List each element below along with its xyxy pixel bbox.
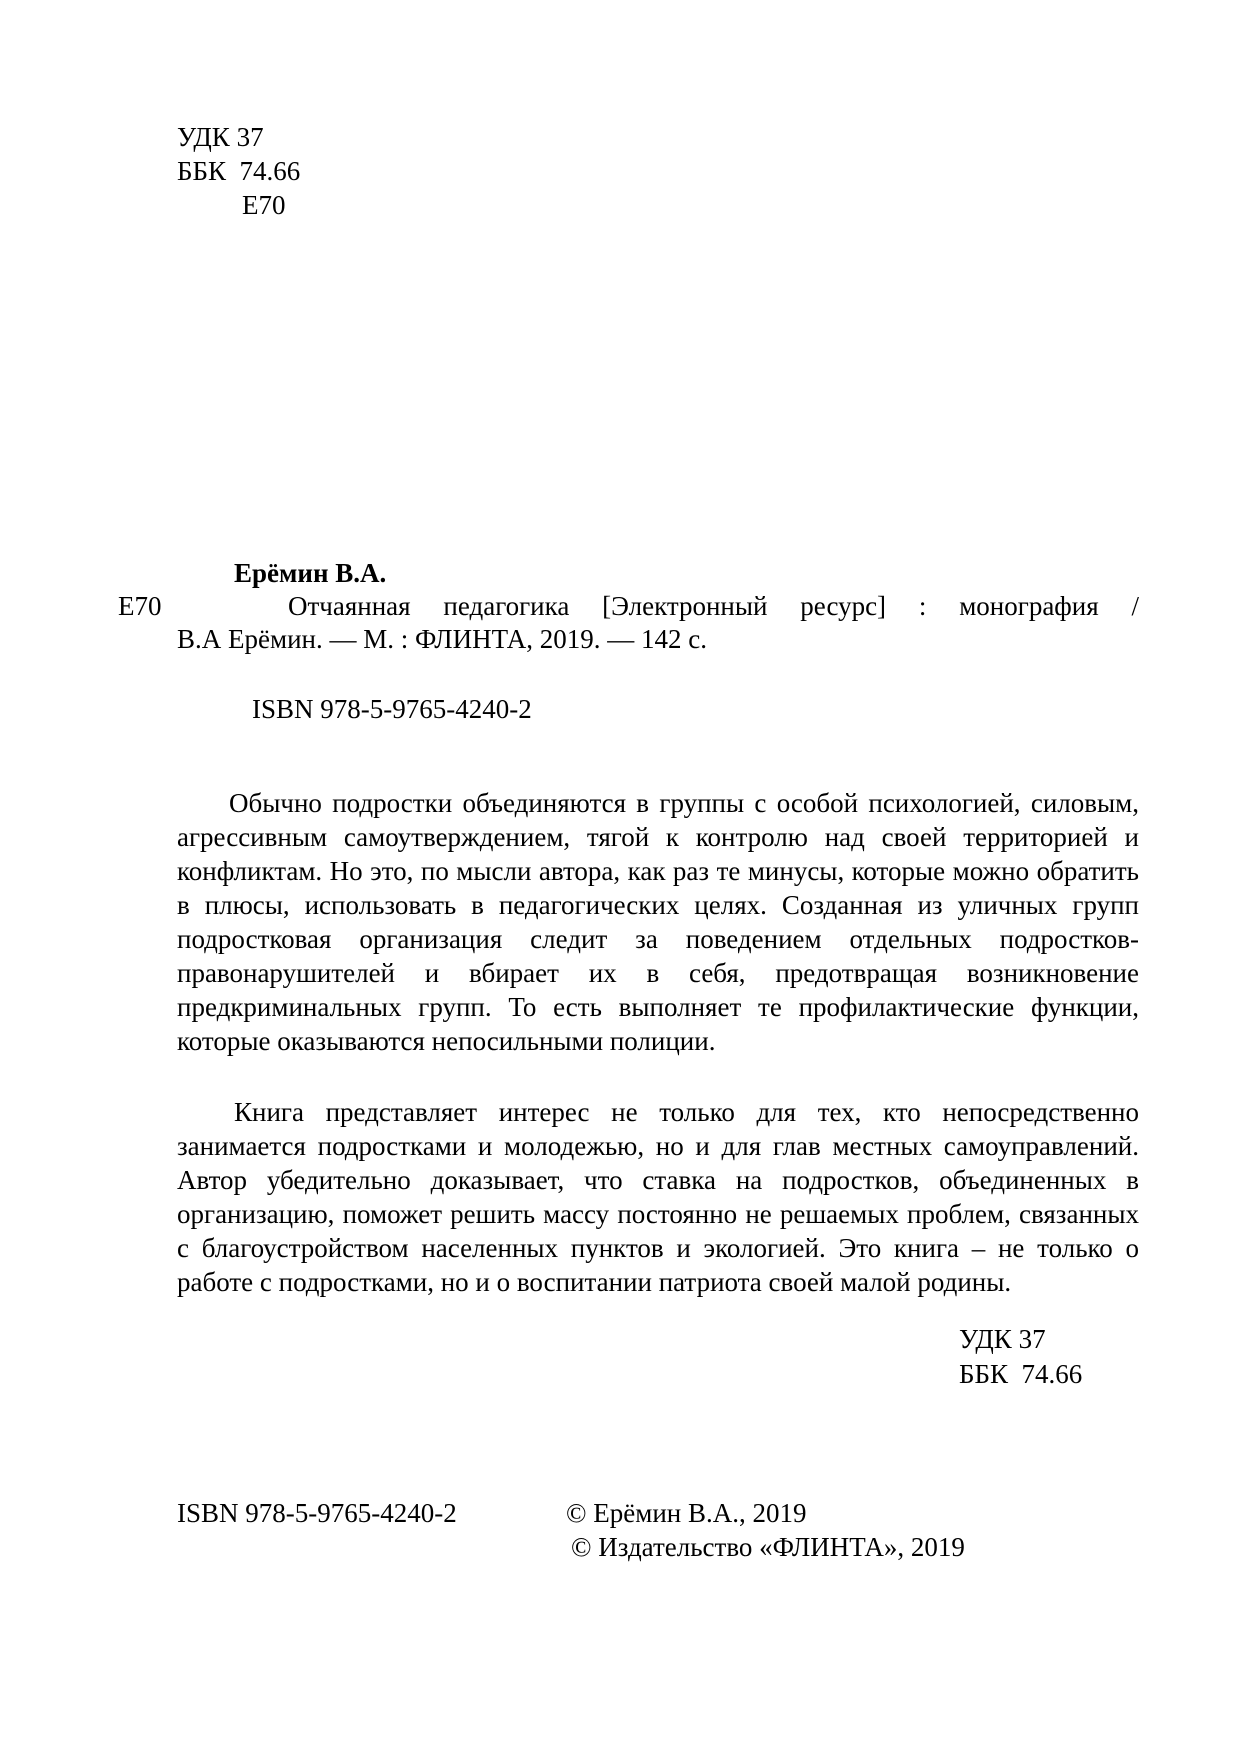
- top-bbk-code: ББК 74.66: [177, 156, 301, 186]
- top-udk-code: УДК 37: [177, 122, 264, 152]
- footer-copyright-author: © Ерёмин В.А., 2019: [566, 1498, 807, 1528]
- record-isbn: ISBN 978-5-9765-4240-2: [252, 694, 532, 724]
- record-title-line: Отчаянная педагогика [Электронный ресурс] : монография /: [288, 591, 1139, 621]
- bottom-udk-code: УДК 37: [959, 1324, 1046, 1354]
- annotation-paragraph-2: Книга представляет интерес не только для тех, кто непосредственно занимается подростками и молодежью, но и для глав местных самоуправлений. Автор убедительно доказывает, что ставка на подростков, объединенных в организацию, поможет решить массу постоянно не решаемых проблем, связанных с благоустройством населенных пунктов и экологией. Это книга – не только о работе с подростками, но и о воспитании патриота своей малой родины.: [177, 1097, 1139, 1297]
- annotation-paragraph-1: Обычно подростки объединяются в группы с особой психологией, силовым, агрессивным самоутверждением, тягой к контролю над своей территорией и конфликтам. Но это, по мысли автора, как раз те минусы, которые можно обратить в плюсы, использовать в педагогических целях. Созданная из уличных групп подростковая организация следит за поведением отдельных подростков-правонарушителей и вбирает их в себя, предотвращая возникновение предкриминальных групп. То есть выполняет те профилактические функции, которые оказываются непосильными полиции.: [177, 788, 1139, 1056]
- bottom-bbk-code: ББК 74.66: [959, 1359, 1083, 1389]
- record-author-sign: Е70: [118, 591, 162, 621]
- footer-copyright-publisher: © Издательство «ФЛИНТА», 2019: [571, 1532, 965, 1562]
- top-author-sign: Е70: [242, 190, 286, 220]
- record-author: Ерёмин В.А.: [234, 558, 387, 588]
- record-imprint-line: В.А Ерёмин. — М. : ФЛИНТА, 2019. — 142 с.: [177, 624, 707, 654]
- footer-isbn: ISBN 978-5-9765-4240-2: [177, 1498, 457, 1528]
